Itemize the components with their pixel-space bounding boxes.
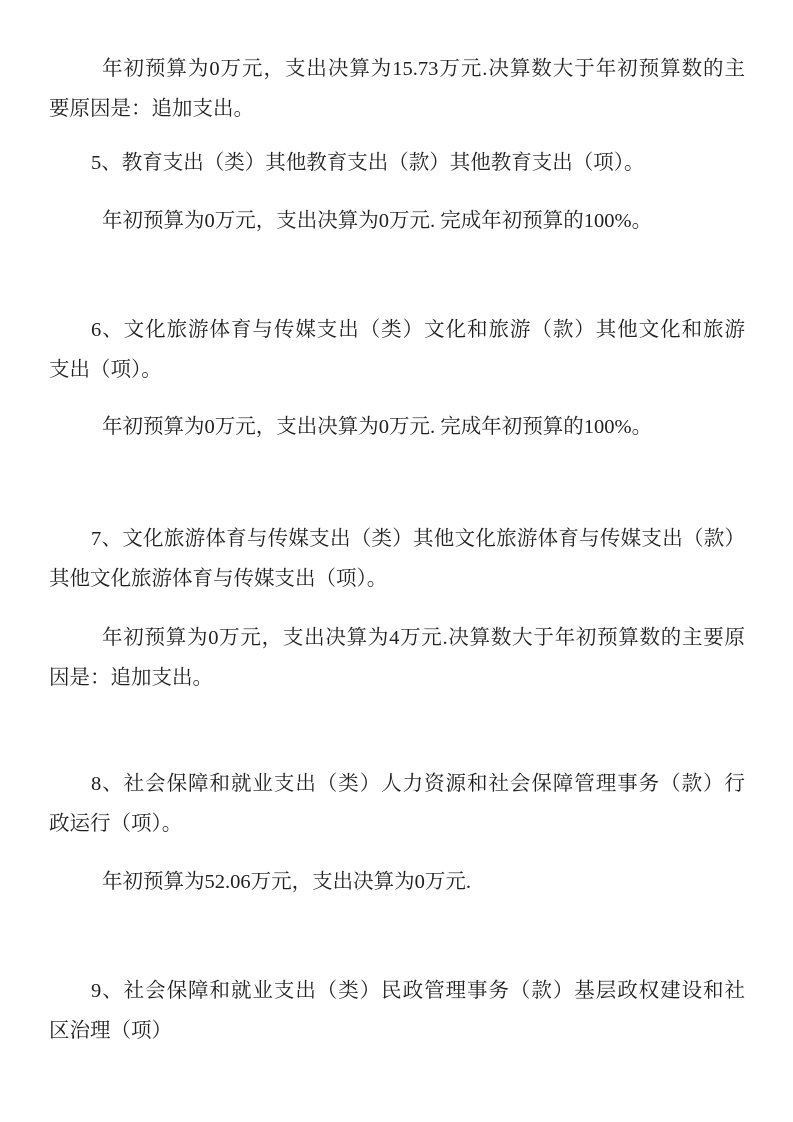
text-line: 支出（项）。 (49, 359, 162, 381)
text-line: 8、社会保障和就业支出（类）人力资源和社会保障管理事务（款）行 (91, 773, 745, 795)
text-line: 因是：追加支出。 (49, 667, 213, 689)
text-line: 区治理（项） (49, 1020, 172, 1042)
text-line: 年初预算为52.06万元，支出决算为0万元. (102, 871, 471, 893)
text-line: 年初预算为0万元，支出决算为15.73万元.决算数大于年初预算数的主 (102, 58, 745, 80)
text-line: 年初预算为0万元，支出决算为0万元. 完成年初预算的100%。 (102, 210, 653, 232)
paragraph-item-7-heading (49, 519, 745, 599)
text-line: 5、教育支出（类）其他教育支出（款）其他教育支出（项）。 (91, 152, 645, 174)
paragraph-item-5-heading (49, 143, 745, 183)
text-line: 9、社会保障和就业支出（类）民政管理事务（款）基层政权建设和社 (91, 980, 745, 1002)
text-line: 7、文化旅游体育与传媒支出（类）其他文化旅游体育与传媒支出（款） (91, 528, 745, 550)
paragraph-budget-note-4 (49, 49, 745, 129)
text-line: 6、文化旅游体育与传媒支出（类）文化和旅游（款）其他文化和旅游 (91, 319, 745, 341)
paragraph-budget-note-7 (49, 618, 745, 698)
text-line: 其他文化旅游体育与传媒支出（项）。 (49, 568, 388, 590)
paragraph-item-8-heading (49, 764, 745, 844)
paragraph-item-6-heading (49, 310, 745, 390)
text-line: 年初预算为0万元，支出决算为0万元. 完成年初预算的100%。 (102, 416, 653, 438)
paragraph-budget-note-8 (49, 862, 745, 902)
paragraph-budget-note-5 (49, 201, 745, 241)
text-line: 年初预算为0万元，支出决算为4万元.决算数大于年初预算数的主要原 (102, 627, 745, 649)
text-line: 政运行（项）。 (49, 813, 183, 835)
paragraph-item-9-heading (49, 971, 745, 1051)
text-line: 要原因是：追加支出。 (49, 98, 254, 120)
paragraph-budget-note-6 (49, 407, 745, 447)
